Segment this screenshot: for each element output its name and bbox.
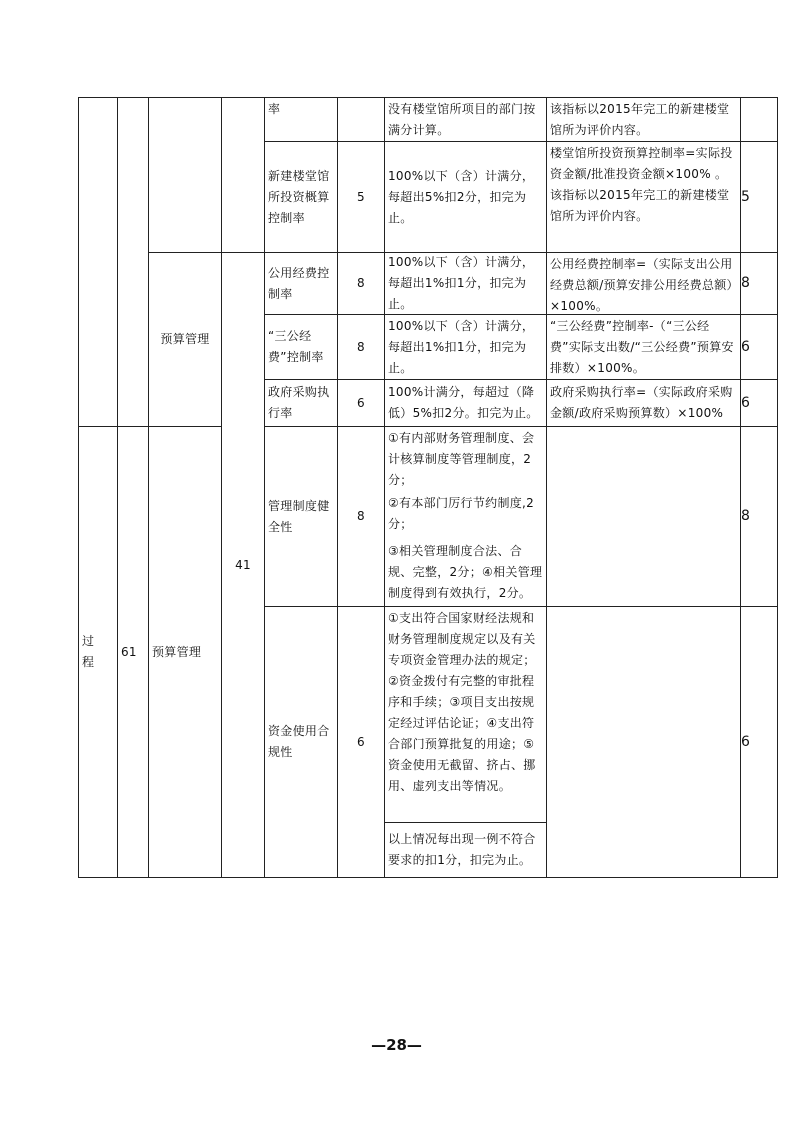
score-cell-r3 (740, 252, 778, 315)
subcategory-budget-mgmt-cell (148, 252, 222, 427)
indicator-name-r6: 管理制度健全性 (268, 498, 330, 534)
formula-cell-r7 (546, 606, 741, 878)
standard-text-r6a: ①有内部财务管理制度、会计核算制度等管理制度，2分； (388, 431, 535, 487)
category-score-61: 61 (121, 644, 137, 659)
weight-value-r3: 8 (357, 276, 365, 290)
standard-text-r6c: ③相关管理制度合法、合规、完整，2分；④相关管理制度得到有效执行，2分。 (388, 544, 543, 600)
score-cell-r6 (740, 426, 778, 607)
category-process-cell (78, 426, 118, 878)
indicator-name-cell-r4 (264, 314, 338, 380)
indicator-name-r5: 政府采购执行率 (268, 385, 330, 420)
blank-cell-col3-top (148, 97, 222, 253)
indicator-name-r7: 资金使用合规性 (268, 724, 330, 759)
standard-text-r4: 100%以下（含）计满分，每超出1%扣1分，扣完为止。 (388, 318, 535, 375)
subcategory-score-cell (221, 252, 265, 878)
indicator-name-cell-r1 (264, 97, 338, 142)
score-cell-r1 (740, 97, 778, 142)
standard-cell-r1 (384, 97, 547, 142)
indicator-name-cell-r3 (264, 252, 338, 315)
standard-cell-r3 (384, 252, 547, 315)
standard-text-r3: 100%以下（含）计满分，每超出1%扣1分，扣完为止。 (388, 255, 535, 311)
blank-cell-col2-top (117, 97, 149, 427)
score-value-r4: 6 (741, 338, 751, 355)
subcategory-score-41: 41 (235, 557, 251, 572)
standard-text-r6b: ②有本部门厉行节约制度,2分； (388, 496, 535, 531)
score-cell-r7 (740, 606, 778, 878)
standard-cell-r2 (384, 141, 547, 253)
formula-text-r5: 政府采购执行率=（实际政府采购金额/政府采购预算数）×100% (550, 385, 733, 420)
indicator-name-r4: “三公经费”控制率 (268, 329, 324, 364)
weight-value-r5: 6 (357, 395, 365, 410)
weight-value-r6: 8 (357, 509, 365, 523)
score-cell-r5 (740, 379, 778, 427)
indicator-name-cell-r6 (264, 426, 338, 607)
standard-text-r1: 没有楼堂馆所项目的部门按满分计算。 (388, 102, 536, 137)
blank-cell-col1-top (78, 97, 118, 427)
weight-cell-r2 (337, 141, 385, 253)
standard-text-r2: 100%以下（含）计满分，每超出5%扣2分，扣完为止。 (388, 168, 535, 225)
score-value-r6: 8 (741, 508, 751, 525)
weight-cell-r4 (337, 314, 385, 380)
weight-cell-r7 (337, 606, 385, 878)
indicator-name-r2: 新建楼堂馆所投资概算控制率 (268, 168, 330, 225)
standard-cell-r5 (384, 379, 547, 427)
indicator-name-cell-r2 (264, 141, 338, 253)
score-value-r5: 6 (741, 394, 751, 411)
standard-cell-r6 (384, 426, 547, 607)
category-process-label: 过 程 (82, 634, 95, 669)
indicator-name-r1: 率 (268, 102, 281, 116)
page-number: —28— (371, 1036, 422, 1054)
formula-text-r1: 该指标以2015年完工的新建楼堂馆所为评价内容。 (550, 102, 730, 137)
formula-cell-r2 (546, 141, 741, 253)
formula-text-r4: “三公经费”控制率-（“三公经费”实际支出数/“三公经费”预算安排数）×100%。 (550, 319, 734, 375)
standard-cell-r4 (384, 314, 547, 380)
score-value-r2: 5 (741, 188, 751, 205)
weight-cell-r5 (337, 379, 385, 427)
formula-cell-r3 (546, 252, 741, 315)
score-value-r7: 6 (741, 733, 751, 750)
formula-cell-r6 (546, 426, 741, 607)
formula-cell-r4 (546, 314, 741, 380)
subcategory-budget-mgmt-label: 预算管理 (160, 332, 210, 346)
blank-cell-col4-top (221, 97, 265, 253)
formula-text-r3: 公用经费控制率=（实际支出公用经费总额/预算安排公用经费总额）×100%。 (550, 257, 733, 313)
weight-cell-r1 (337, 97, 385, 142)
indicator-name-cell-r5 (264, 379, 338, 427)
weight-cell-r6 (337, 426, 385, 607)
formula-text-r2a: 楼堂馆所投资预算控制率=实际投资金额/批准投资金额×100% 。 (550, 146, 733, 181)
standard-cell-r7b (384, 822, 547, 878)
weight-value-r4: 8 (357, 339, 365, 354)
category-score-cell (117, 426, 149, 878)
formula-cell-r1 (546, 97, 741, 142)
subcategory-budget-mgmt-2-cell (148, 426, 222, 878)
formula-cell-r5 (546, 379, 741, 427)
score-cell-r4 (740, 314, 778, 380)
standard-text-r5: 100%计满分，每超过（降低）5%扣2分。扣完为止。 (388, 385, 539, 420)
indicator-name-r3: 公用经费控制率 (268, 265, 330, 301)
weight-cell-r3 (337, 252, 385, 315)
weight-value-r2: 5 (357, 189, 365, 204)
weight-value-r7: 6 (357, 734, 365, 749)
score-cell-r2 (740, 141, 778, 253)
score-value-r3: 8 (741, 275, 751, 292)
standard-text-r7b: 以上情况每出现一例不符合要求的扣1分，扣完为止。 (388, 832, 536, 867)
formula-text-r2b: 该指标以2015年完工的新建楼堂馆所为评价内容。 (550, 188, 730, 223)
standard-text-r7a: ①支出符合国家财经法规和财务管理制度规定以及有关专项资金管理办法的规定；②资金拨付有完整的审批程序和手续；③项目支出按规定经过评估论证；④支出符合部门预算批复的用途；⑤资金使用无截留、挤占、挪用、虚列支出等情况。 (388, 611, 536, 793)
subcategory-budget-mgmt-2-label: 预算管理 (152, 644, 202, 659)
standard-cell-r7a (384, 606, 547, 823)
indicator-name-cell-r7 (264, 606, 338, 878)
